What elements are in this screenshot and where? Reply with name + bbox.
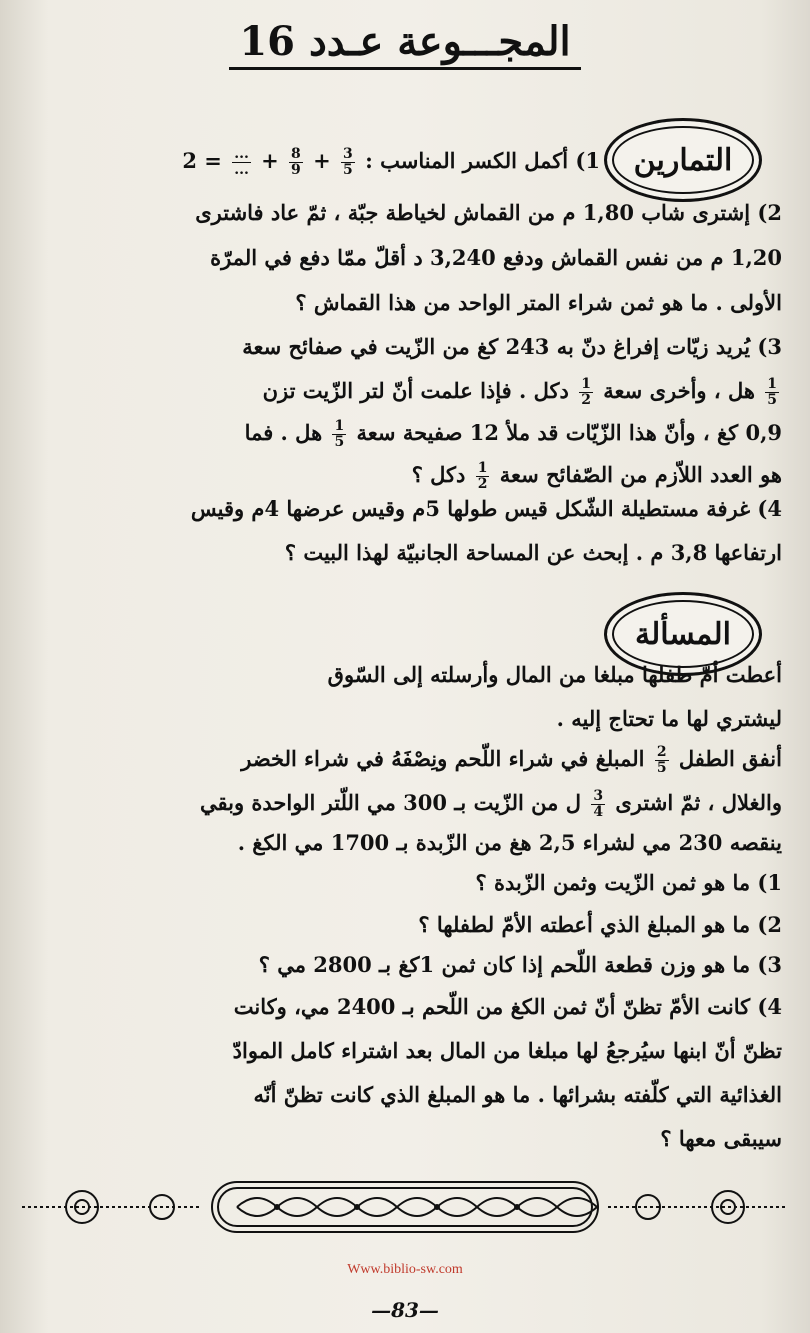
problem-line-4 [200,788,782,820]
question-4-line-2: تظنّ أنّ ابنها سيُرجعُ لها مبلغا من المال بعد اشتراء كامل الموادّ [232,1038,782,1063]
problem-frac-a: $\frac{2}{5}$ [656,744,667,776]
ex3-frac-a: $\frac{1}{5}$ [767,376,777,408]
question-4-line-4: سيبقى معها ؟ [660,1126,782,1151]
ex3-l3b: هل . فما [244,420,323,445]
ex1-text: 1) أكمل الكسر المناسب : [365,148,600,173]
source-url: Www.biblio-sw.com [347,1262,463,1277]
ex1-frac-2: $\frac{8}{9}$ [291,146,301,178]
page-title: المجـــوعة عـدد 16 [229,18,580,70]
ex4-line-1: 4) غرفة مستطيلة الشّكل قيس طولها 5م وقيس عرضها 4م وقيس [190,496,782,521]
question-2: 2) ما هو المبلغ الذي أعطته الأمّ لطفلها ؟ [418,912,782,937]
ex3-l3a: 0,9 كغ ، وأنّ هذا الزّيّات قد ملأ 12 صفيحة سعة [356,420,782,445]
ex2-line-1: 2) إشترى شاب 1,80 م من القماش لخياطة جبّة ، ثمّ عاد فاشترى [195,200,782,225]
problem-line-1: أعطت أمّ طفلها مبلغا من المال وأرسلته إلى السّوق [327,662,782,687]
problem-p4b: ل من الزّيت بـ 300 مي اللّتر الواحدة وبقي [199,790,581,815]
ex1-frac-3: $\frac{...}{...}$ [234,146,249,178]
exercise-1: 1) أكمل الكسر المناسب : $\frac{3}{5}$ + $\frac{8}{9}$ + $\frac{...}{...}$ = 2 [182,146,600,178]
question-4-line-1: 4) كانت الأمّ تظنّ أنّ ثمن الكغ من اللّحم بـ 2400 مي، وكانت [233,994,782,1019]
ex3-line-3 [245,418,782,450]
ex3-line-4 [412,460,782,492]
question-3: 3) ما هو وزن قطعة اللّحم إذا كان ثمن 1كغ بـ 2800 مي ؟ [258,952,782,977]
ex3-l4b: دكل ؟ [411,462,466,487]
question-1: 1) ما هو ثمن الزّيت وثمن الزّبدة ؟ [475,870,782,895]
question-4-line-3: الغذائية التي كلّفته بشرائها . ما هو المبلغ الذي كانت تظنّ أنّه [253,1082,782,1107]
ex3-frac-d: $\frac{1}{2}$ [477,460,488,492]
problem-p3b: المبلغ في شراء اللّحم ونِصْفَهُ في شراء الخضر [241,746,645,771]
page-number: —83— [371,1298,439,1322]
ex3-frac-b: $\frac{1}{2}$ [581,376,591,408]
ex2-line-3: الأولى . ما هو ثمن شراء المتر الواحد من هذا القماش ؟ [295,290,782,315]
ex3-line-2 [263,376,782,408]
problem-line-3 [241,744,782,776]
ex3-l2b: دكل . فإذا علمت أنّ لتر الزّيت تزن [262,378,569,403]
exercises-badge [604,118,762,202]
ex3-frac-c: $\frac{1}{5}$ [334,418,345,450]
exercises-badge-label: التمارين [633,142,733,178]
problem-p4a: والغلال ، ثمّ اشترى [615,790,782,815]
problem-badge-label: المسألة [635,616,731,652]
ex3-l2a: هل ، وأخرى سعة [603,378,755,403]
problem-line-2: ليشتري لها ما تحتاج إليه . [556,706,782,731]
decorative-ornament [22,1178,788,1236]
ex1-tail: = 2 [182,148,222,173]
ex4-line-2: ارتفاعها 3,8 م . إبحث عن المساحة الجانبيّة لهذا البيت ؟ [284,540,782,565]
problem-p3a: أنفق الطفل [678,746,782,771]
problem-frac-b: $\frac{3}{4}$ [593,788,604,820]
problem-line-5: ينقصه 230 مي لشراء 2,5 هغ من الزّبدة بـ 1700 مي الكغ . [237,830,782,855]
ex3-l4a: هو العدد اللاّزم من الصّفائح سعة [499,462,782,487]
ex2-line-2: 1,20 م من نفس القماش ودفع 3,240 د أقلّ ممّا دفع في المرّة [210,245,782,270]
title-wrap [0,18,810,70]
ex3-line-1: 3) يُريد زيّات إفراغ دنّ به 243 كغ من الزّيت في صفائح سعة [242,334,782,359]
ex1-frac-1: $\frac{3}{5}$ [343,146,353,178]
